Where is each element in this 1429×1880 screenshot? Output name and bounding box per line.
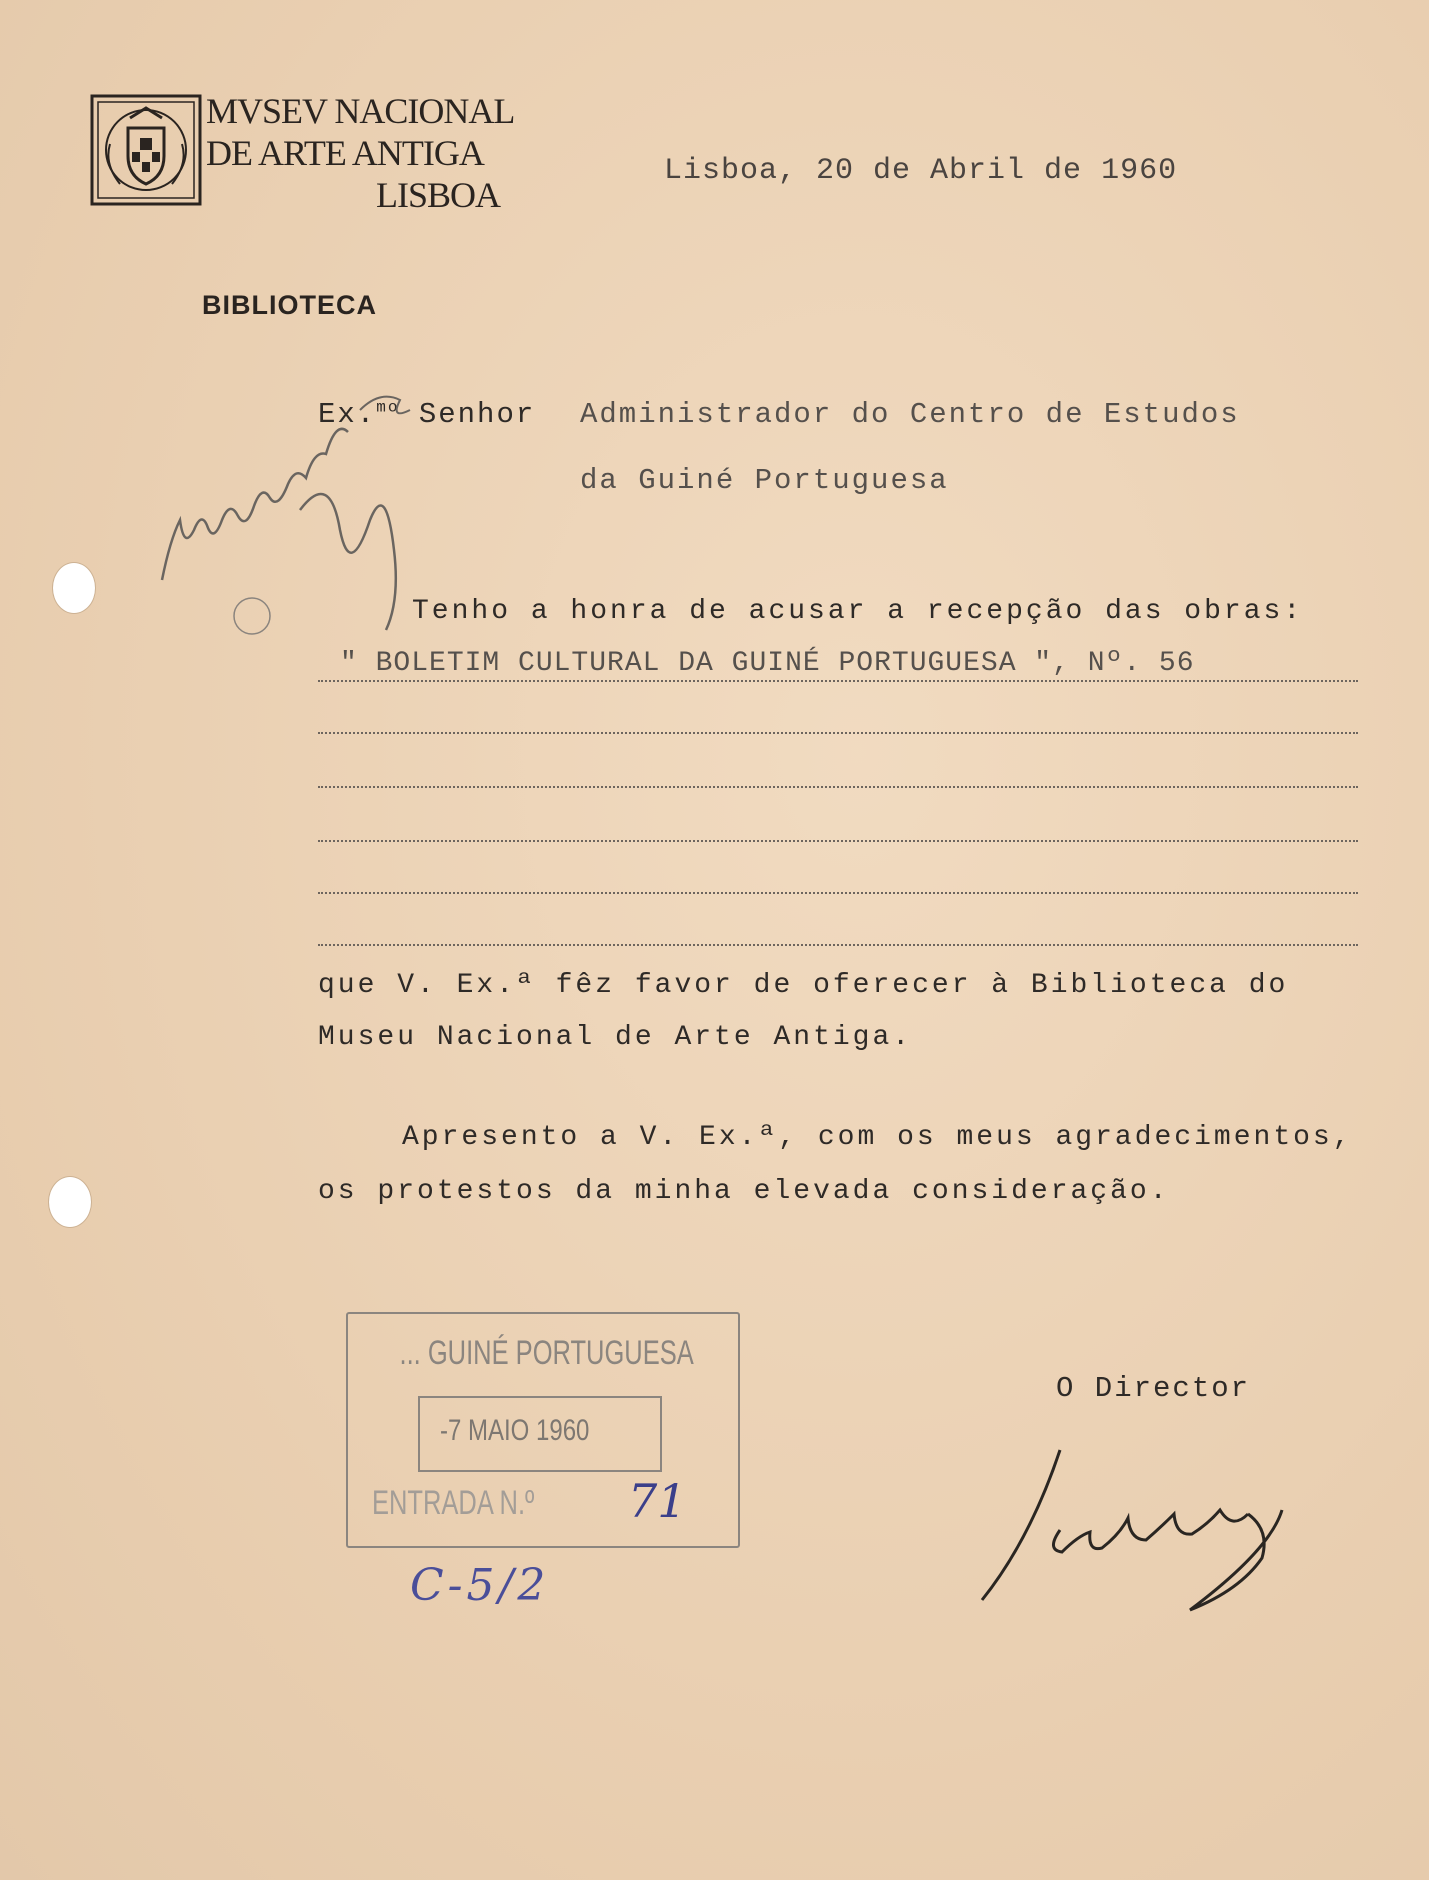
acknowledgement-text: Tenho a honra de acusar a recepção das obras:	[412, 596, 1304, 627]
body-line: Museu Nacional de Arte Antiga.	[318, 1022, 913, 1053]
salutation-prefix: Ex.	[318, 398, 377, 431]
addressee-line: da Guiné Portuguesa	[580, 464, 949, 497]
dotted-line	[318, 944, 1358, 946]
institution-city: LISBOA	[376, 175, 501, 215]
department-heading: BIBLIOTECA	[202, 290, 377, 320]
closing-title: O Director	[1056, 1372, 1251, 1405]
institution-line: DE ARTE ANTIGA	[206, 133, 484, 173]
institution-name	[206, 90, 516, 216]
stamp-date-box	[418, 1396, 662, 1472]
stamp-header: ... GUINÉ PORTUGUESA	[399, 1334, 694, 1372]
stamp-date: -7 MAIO 1960	[440, 1414, 590, 1447]
stamp-entry-number: 71	[628, 1474, 687, 1528]
stamp-entry-label: ENTRADA N.º	[372, 1484, 535, 1522]
body-line: os protestos da minha elevada consideração.	[318, 1176, 1170, 1207]
director-signature	[970, 1440, 1310, 1630]
dotted-line	[318, 892, 1358, 894]
addressee-line: Administrador do Centro de Estudos	[580, 398, 1240, 431]
punch-hole	[52, 562, 96, 614]
letter-date: Lisboa, 20 de Abril de 1960	[664, 154, 1178, 188]
institution-line: MVSEV NACIONAL	[206, 91, 515, 131]
body-line: que V. Ex.ª fêz favor de oferecer à Biblioteca do	[318, 970, 1289, 1001]
work-title: " BOLETIM CULTURAL DA GUINÉ PORTUGUESA ", Nº. 56	[340, 648, 1195, 679]
filing-code: C-5/2	[410, 1560, 550, 1611]
dotted-line	[318, 786, 1358, 788]
punch-hole	[48, 1176, 92, 1228]
dotted-line	[318, 732, 1358, 734]
coat-of-arms-icon	[90, 94, 202, 206]
body-line: Apresento a V. Ex.ª, com os meus agradecimentos,	[402, 1122, 1353, 1153]
salutation-title: Senhor	[418, 398, 536, 431]
handwritten-annotation	[150, 380, 550, 640]
receipt-stamp	[346, 1312, 740, 1548]
dotted-line	[318, 840, 1358, 842]
salutation-superscript: mo	[376, 398, 400, 417]
dotted-line	[318, 680, 1358, 682]
